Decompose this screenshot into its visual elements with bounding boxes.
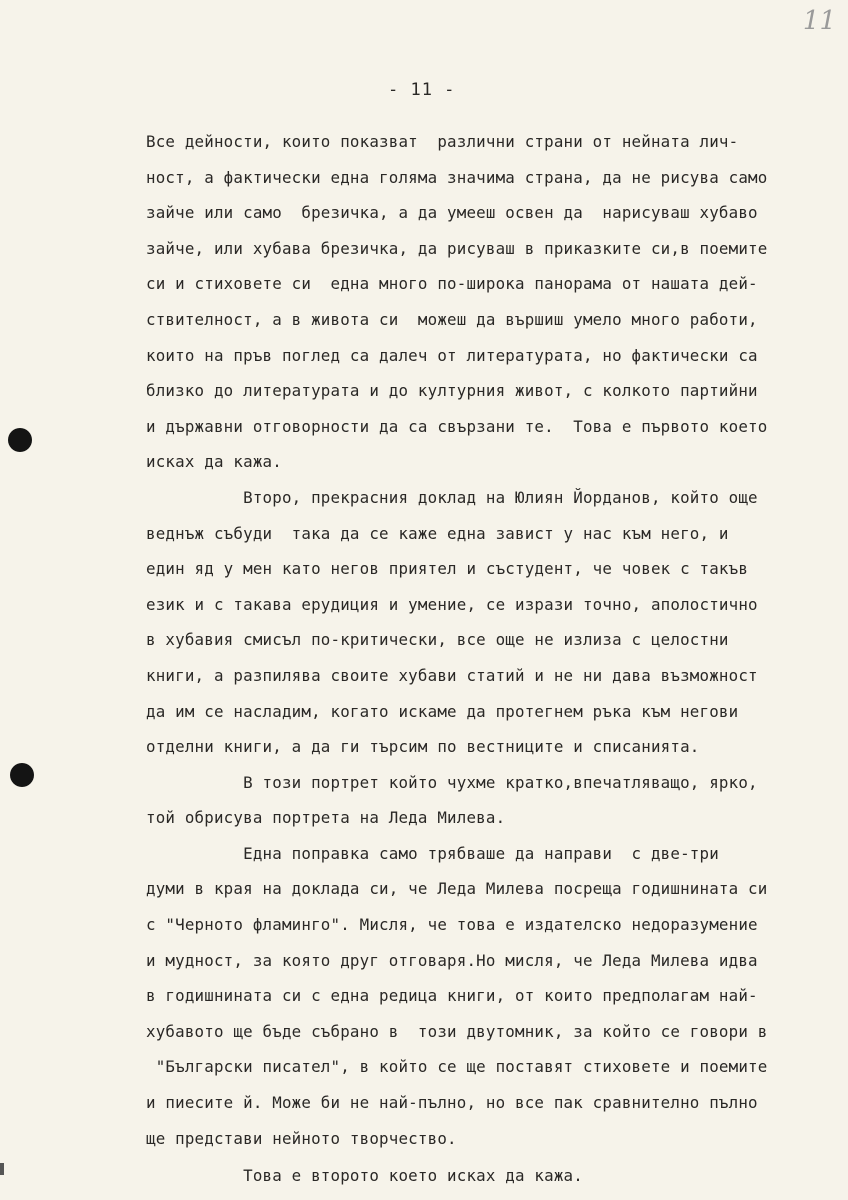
text-line: ще представи нейното творчество. (146, 1128, 457, 1148)
text-line: ност, а фактически една голяма значима страна, да не рисува само (146, 167, 768, 187)
text-line: които на пръв поглед са далеч от литературата, но фактически са (146, 345, 758, 365)
text-line: зайче или само брезичка, а да умееш освен да нарисуваш хубаво (146, 203, 758, 223)
text-line: Второ, прекрасния доклад на Юлиян Йорданов, който още (146, 487, 758, 507)
text-line: близко до литературата и до културния живот, с колкото партийни (146, 381, 758, 401)
text-line: исках да кажа. (146, 452, 282, 472)
handwritten-page-mark: 11 (802, 6, 836, 36)
text-line: хубавото ще бъде събрано в този двутомник, за който се говори в (146, 1021, 768, 1041)
text-line: език и с такава ерудиция и умение, се изрази точно, аполостично (146, 594, 758, 614)
page-number: - 11 - (388, 80, 456, 100)
text-line: Една поправка само трябваше да направи с две-три (146, 843, 719, 863)
text-line: книги, а разпилява своите хубави статий и не ни дава възможност (146, 665, 758, 685)
text-line: и държавни отговорности да са свързани те. Това е първото което (146, 416, 768, 436)
text-line: си и стиховете си една много по-широка панорама от нашата дей- (146, 274, 758, 294)
text-line: зайче, или хубава брезичка, да рисуваш в приказките си,в поемите (146, 238, 768, 258)
text-line: веднъж събуди така да се каже една завист у нас към него, и (146, 523, 729, 543)
text-line: отделни книги, а да ги търсим по вестниците и списанията. (146, 737, 700, 757)
text-line: да им се насладим, когато искаме да протегнем ръка към негови (146, 701, 739, 721)
typed-text-body (146, 124, 836, 1194)
text-line: ствителност, а в живота си можеш да вършиш умело много работи, (146, 309, 758, 329)
text-line: и пиесите й. Може би не най-пълно, но все пак сравнително пълно (146, 1093, 758, 1113)
text-line: той обрисува портрета на Леда Милева. (146, 808, 506, 828)
text-line: в годишнината си с една редица книги, от които предполагам най- (146, 986, 758, 1006)
text-line: Това е второто което исках да кажа. (146, 1166, 583, 1186)
text-line: с "Черното фламинго". Мисля, че това е издателско недоразумение (146, 915, 758, 935)
text-line: "Български писател", в който се ще поставят стиховете и поемите (146, 1057, 768, 1077)
punch-hole (10, 763, 34, 787)
text-line: един яд у мен като негов приятел и състудент, че човек с такъв (146, 559, 749, 579)
text-line: В този портрет който чухме кратко,впечатляващо, ярко, (146, 772, 758, 792)
margin-mark (0, 1163, 4, 1175)
text-line: в хубавия смисъл по-критически, все още не излиза с целостни (146, 630, 729, 650)
punch-hole (8, 428, 32, 452)
text-line: думи в края на доклада си, че Леда Милева посреща годишнината си (146, 879, 768, 899)
text-line: Все дейности, които показват различни страни от нейната лич- (146, 132, 739, 151)
text-line: и мудност, за която друг отговаря.Но мисля, че Леда Милева идва (146, 950, 758, 970)
